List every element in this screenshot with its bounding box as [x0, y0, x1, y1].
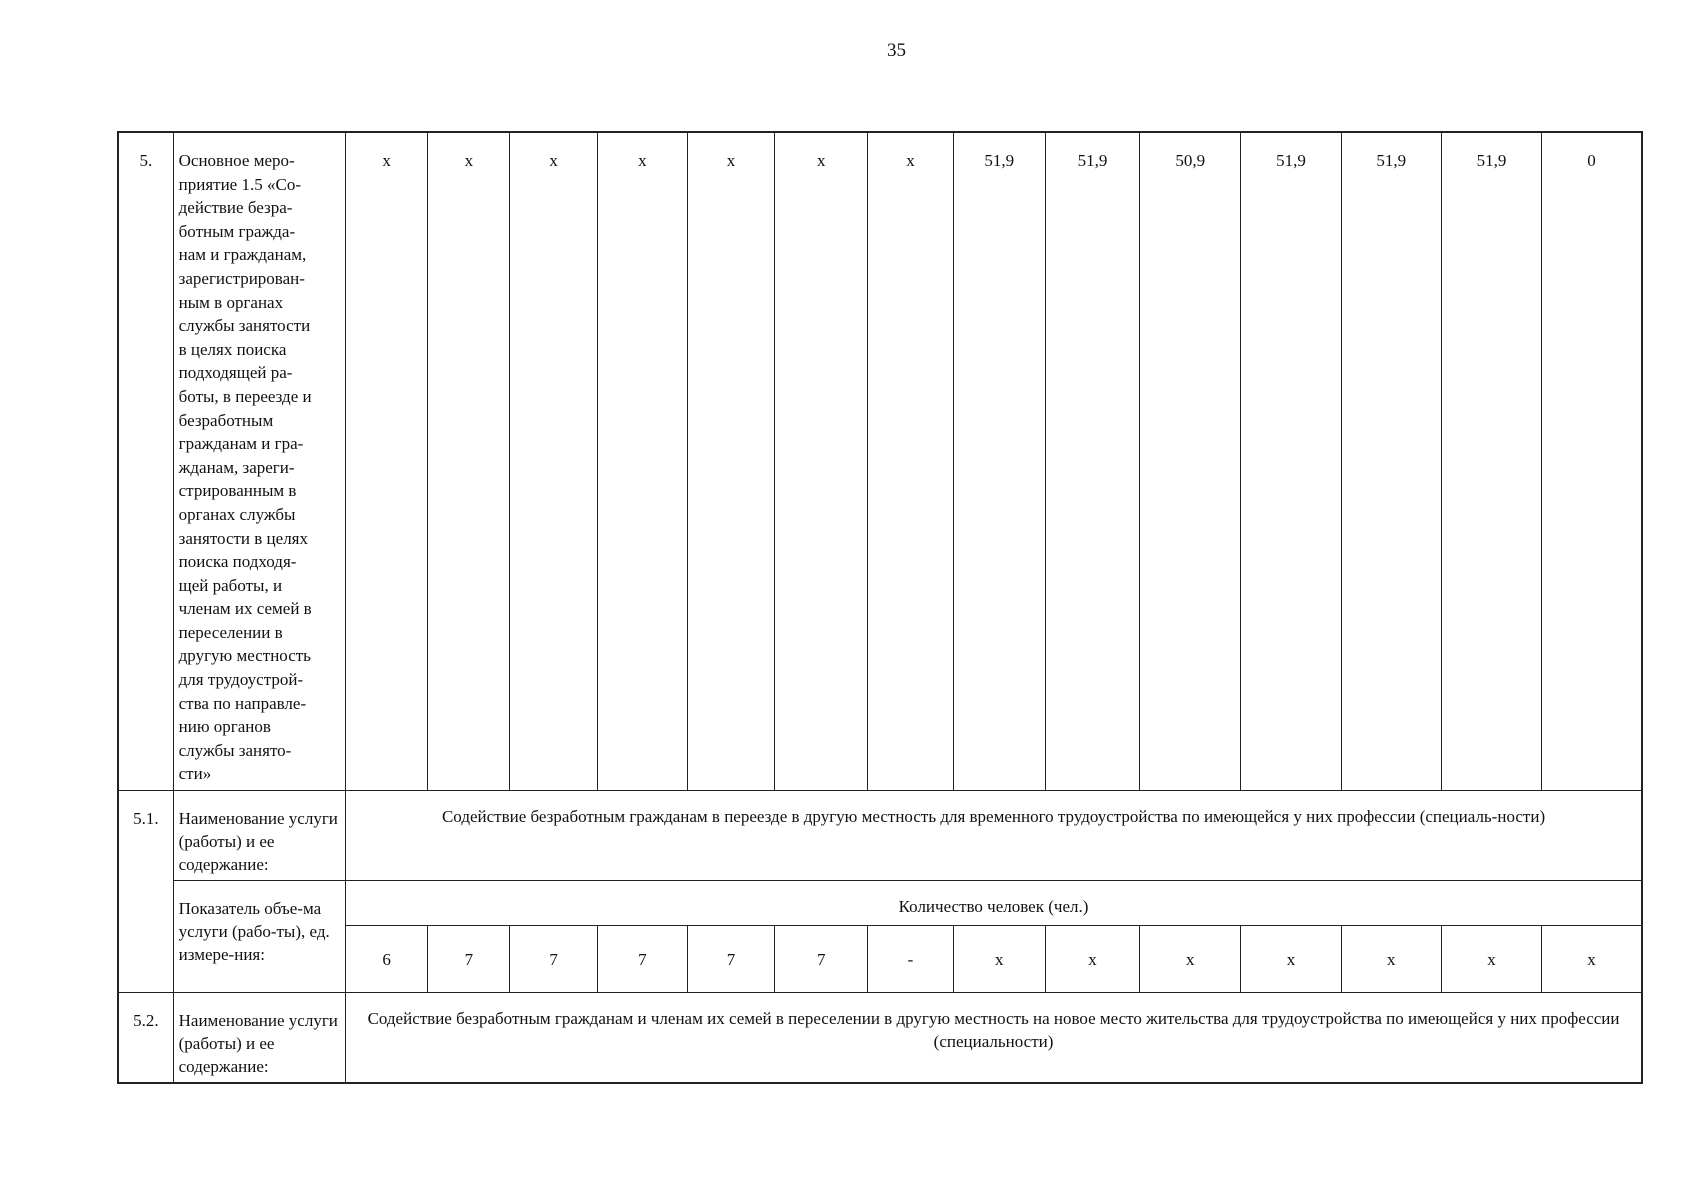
- value-cell: x: [775, 132, 868, 791]
- indicator-value: 6: [346, 926, 428, 993]
- activity-title-line: гражданам и гра-: [178, 434, 304, 454]
- activity-title-line: нию органов: [178, 717, 271, 737]
- service-label: Наименование услуги (работы) и ее содержание:: [173, 993, 345, 1084]
- activity-title-line: другую местность: [178, 646, 311, 666]
- indicator-value: -: [868, 926, 953, 993]
- activity-title: [173, 132, 345, 791]
- table-row-5-1-service: [118, 791, 1642, 881]
- value-cell: x: [687, 132, 774, 791]
- activity-title-line: безработным: [178, 410, 274, 430]
- value-cell: x: [428, 132, 510, 791]
- indicator-value: 7: [687, 926, 774, 993]
- program-activities-table: [117, 131, 1643, 1084]
- row-number: 5.1.: [118, 791, 173, 993]
- indicator-value: x: [1140, 926, 1241, 993]
- activity-title-line: действие безра-: [178, 198, 293, 218]
- indicator-value: 7: [510, 926, 597, 993]
- activity-title-line: службы занято-: [178, 740, 292, 760]
- activity-title-line: стрированным в: [178, 481, 297, 501]
- activity-title-line: ботным гражда-: [178, 221, 296, 241]
- service-description: Содействие безработным гражданам в переезде в другую местность для временного трудоустройства по имеющейся у них профессии (специаль-ности): [346, 791, 1642, 881]
- activity-title-line: поиска подходя-: [178, 552, 297, 572]
- value-cell: x: [868, 132, 953, 791]
- activity-title-line: ным в органах: [178, 292, 284, 312]
- table-row-5-1-values: [118, 926, 1642, 993]
- activity-title-line: службы занятости: [178, 316, 311, 336]
- service-description: Содействие безработным гражданам и членам их семей в переселении в другую местность на новое место жительства для трудоустройства по имеющейся у них профессии (специальности): [346, 993, 1642, 1084]
- indicator-value: x: [1341, 926, 1441, 993]
- activity-title-line: щей работы, и: [178, 575, 283, 595]
- activity-title-line: членам их семей в: [178, 599, 312, 619]
- indicator-value: 7: [775, 926, 868, 993]
- activity-title-line: нам и гражданам,: [178, 245, 307, 265]
- activity-title-line: ства по направле-: [178, 693, 307, 713]
- value-cell: x: [510, 132, 597, 791]
- activity-title-line: сти»: [178, 764, 212, 784]
- table-row-5: [118, 132, 1642, 791]
- activity-title-line: органах службы: [178, 504, 296, 524]
- row-number: 5.2.: [118, 993, 173, 1084]
- value-cell: 51,9: [953, 132, 1045, 791]
- table-row-5-2-service: [118, 993, 1642, 1084]
- indicator-value: 7: [597, 926, 687, 993]
- activity-title-line: боты, в переезде и: [178, 386, 312, 406]
- activity-title-line: Основное меро-: [178, 151, 295, 170]
- activity-title-line: подходящей ра-: [178, 363, 293, 383]
- activity-title-line: для трудоустрой-: [178, 670, 304, 690]
- value-cell: 51,9: [1045, 132, 1139, 791]
- row-number: 5.: [118, 132, 173, 791]
- indicator-value: x: [1441, 926, 1541, 993]
- indicator-value: 7: [428, 926, 510, 993]
- value-cell: 50,9: [1140, 132, 1241, 791]
- activity-title-line: занятости в целях: [178, 528, 308, 548]
- indicator-value: x: [1045, 926, 1139, 993]
- indicator-value: x: [1542, 926, 1642, 993]
- value-cell: 51,9: [1241, 132, 1341, 791]
- activity-title-line: в целях поиска: [178, 339, 287, 359]
- table-row-5-1-indicator: [118, 881, 1642, 926]
- value-cell: 51,9: [1341, 132, 1441, 791]
- indicator-label: Показатель объе-ма услуги (рабо-ты), ед. измере-ния:: [173, 881, 345, 993]
- value-cell: 51,9: [1441, 132, 1541, 791]
- activity-title-line: приятие 1.5 «Со-: [178, 174, 301, 194]
- service-label: Наименование услуги (работы) и ее содержание:: [173, 791, 345, 881]
- page-number: 35: [887, 40, 906, 61]
- activity-title-line: зарегистрирован-: [178, 268, 305, 288]
- indicator-value: x: [1241, 926, 1341, 993]
- indicator-value: x: [953, 926, 1045, 993]
- value-cell: x: [346, 132, 428, 791]
- value-cell: 0: [1542, 132, 1642, 791]
- indicator-unit: Количество человек (чел.): [346, 881, 1642, 926]
- value-cell: x: [597, 132, 687, 791]
- activity-title-line: переселении в: [178, 622, 283, 642]
- activity-title-line: жданам, зареги-: [178, 457, 295, 477]
